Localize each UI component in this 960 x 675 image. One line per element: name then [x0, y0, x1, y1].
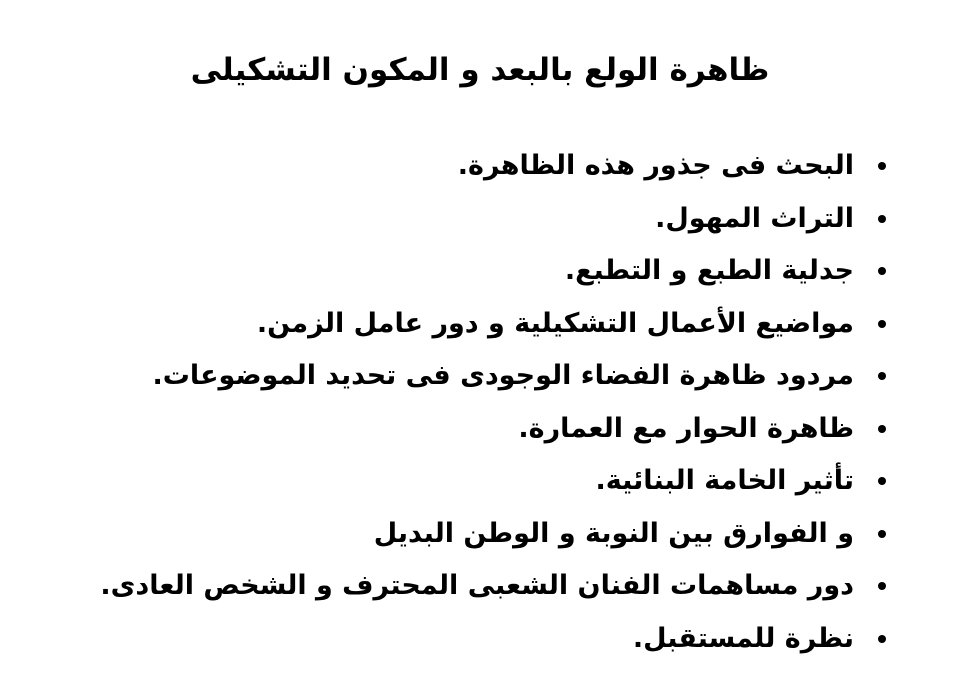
bullet-icon [878, 582, 886, 590]
list-item [70, 298, 890, 351]
bullet-icon [878, 425, 886, 433]
list-item [70, 455, 890, 508]
list-item [70, 193, 890, 246]
list-item [70, 613, 890, 666]
bullet-icon [878, 372, 886, 380]
list-item-text: مواضيع الأعمال التشكيلية و دور عامل الزمن. [256, 307, 854, 339]
bullet-icon [878, 477, 886, 485]
list-item-text: التراث المهول. [655, 202, 854, 234]
list-item [70, 403, 890, 456]
list-item [70, 560, 890, 613]
list-item-text: ظاهرة الحوار مع العمارة. [518, 412, 854, 444]
list-item-text: البحث فى جذور هذه الظاهرة. [457, 150, 854, 182]
list-item-text: جدلية الطبع و التطبع. [564, 255, 854, 287]
list-item [70, 350, 890, 403]
list-item [70, 508, 890, 561]
list-item-text: و الفوارق بين النوبة و الوطن البديل [373, 517, 854, 549]
bullet-icon [878, 215, 886, 223]
bullet-list [70, 140, 890, 665]
bullet-icon [878, 530, 886, 538]
list-item-text: دور مساهمات الفنان الشعبى المحترف و الشخص العادى. [100, 570, 854, 602]
bullet-icon [878, 267, 886, 275]
page-title: ظاهرة الولع بالبعد و المكون التشكيلى [190, 52, 770, 88]
bullet-icon [878, 320, 886, 328]
list-item [70, 245, 890, 298]
list-item-text: تأثير الخامة البنائية. [595, 465, 854, 497]
bullet-icon [878, 635, 886, 643]
list-item [70, 140, 890, 193]
list-item-text: نظرة للمستقبل. [632, 622, 854, 654]
bullet-icon [878, 162, 886, 170]
list-item-text: مردود ظاهرة الفضاء الوجودى فى تحديد الموضوعات. [152, 360, 854, 392]
